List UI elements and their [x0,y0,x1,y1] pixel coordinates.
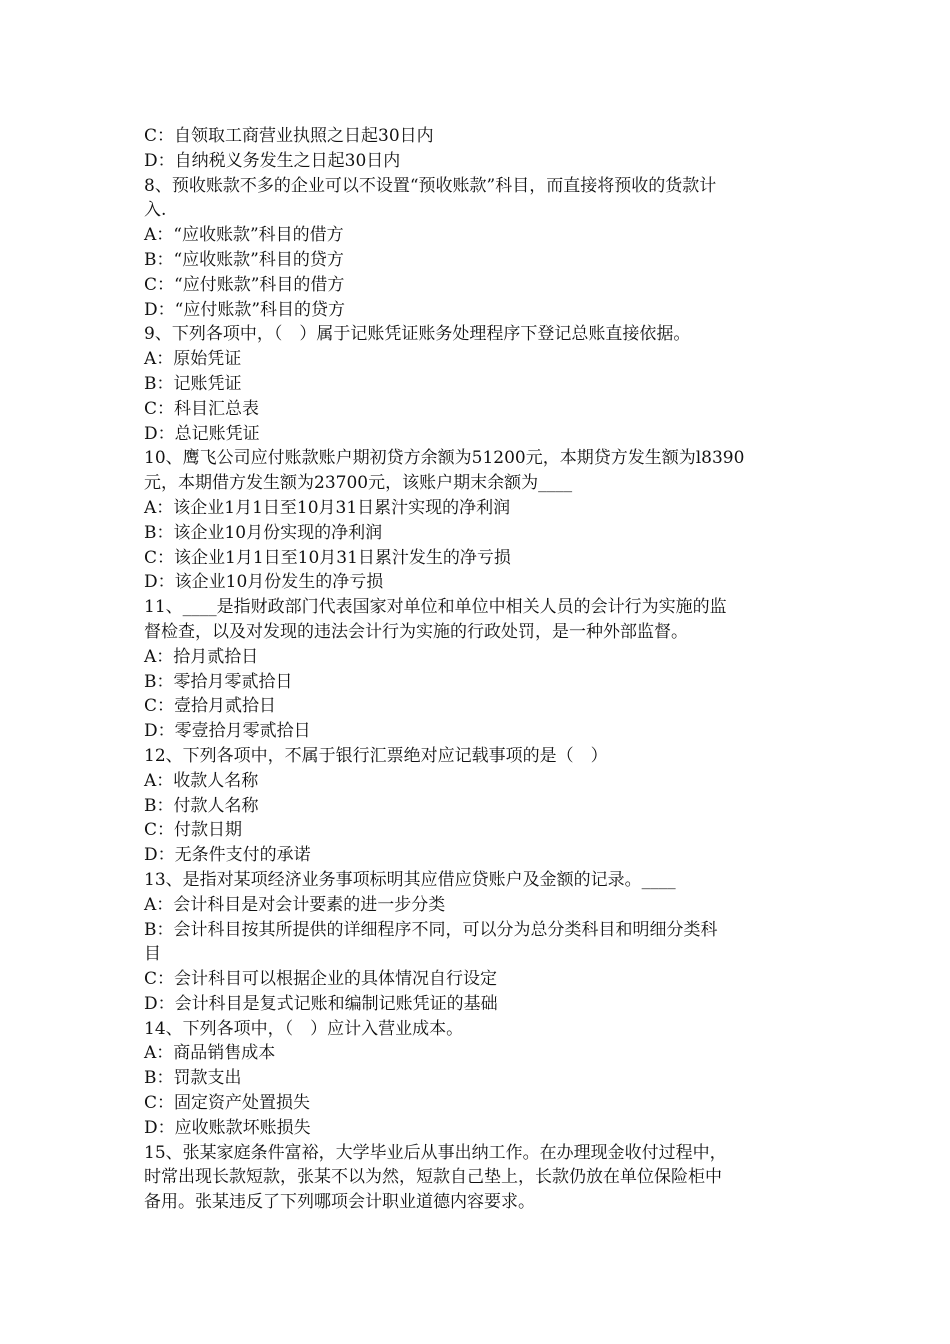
question-15-line-3: 备用。张某违反了下列哪项会计职业道德内容要求。 [144,1192,535,1213]
question-11-line-1: 11、____是指财政部门代表国家对单位和单位中相关人员的会计行为实施的监 [144,597,727,618]
question-11-line-2: 督检查，以及对发现的违法会计行为实施的行政处罚，是一种外部监督。 [144,621,688,642]
option-a-q12: A：收款人名称 [144,770,259,791]
option-a-q14: A：商品销售成本 [144,1043,276,1064]
option-b-q8: B：“应收账款”科目的贷方 [144,249,344,270]
option-d-q8: D：“应付账款”科目的贷方 [144,299,346,320]
document-page [144,124,816,1215]
question-9: 9、下列各项中，（ ）属于记账凭证账务处理程序下登记总账直接依据。 [144,324,691,345]
option-b-q13-line-2: 目 [144,944,161,965]
option-d-q10: D：该企业10月份发生的净亏损 [144,572,384,593]
option-b-q12: B：付款人名称 [144,795,259,816]
option-c-q9: C：科目汇总表 [144,398,260,419]
option-b-q14: B：罚款支出 [144,1068,242,1089]
question-15-line-1: 15、张某家庭条件富裕，大学毕业后从事出纳工作。在办理现金收付过程中， [144,1142,727,1163]
option-d-q7: D：自纳税义务发生之日起30日内 [144,150,401,171]
option-a-q11: A：拾月贰拾日 [144,646,259,667]
option-d-q14: D：应收账款坏账损失 [144,1117,311,1138]
option-a-q10: A：该企业1月1日至10月31日累汁实现的净利润 [144,497,511,518]
option-c-q13: C：会计科目可以根据企业的具体情况自行设定 [144,969,498,990]
option-d-q13: D：会计科目是复式记账和编制记账凭证的基础 [144,993,498,1014]
question-10-line-1: 10、鹰飞公司应付账款账户期初贷方余额为51200元，本期贷方发生额为l8390 [144,448,745,469]
option-c-q14: C：固定资产处置损失 [144,1093,311,1114]
question-13: 13、是指对某项经济业务事项标明其应借应贷账户及金额的记录。____ [144,869,676,890]
option-c-q10: C：该企业1月1日至10月31日累汁发生的净亏损 [144,547,511,568]
question-15-line-2: 时常出现长款短款，张某不以为然，短款自己垫上，长款仍放在单位保险柜中 [144,1167,722,1188]
option-b-q9: B：记账凭证 [144,373,242,394]
option-c-q12: C：付款日期 [144,820,243,841]
option-b-q10: B：该企业10月份实现的净利润 [144,522,383,543]
option-b-q11: B：零拾月零贰拾日 [144,671,293,692]
option-d-q11: D：零壹拾月零贰拾日 [144,721,311,742]
option-c-q11: C：壹拾月贰拾日 [144,696,277,717]
question-8-line-2: 入. [144,200,167,221]
question-14: 14、下列各项中，（ ）应计入营业成本。 [144,1018,464,1039]
option-c-q8: C：“应付账款”科目的借方 [144,274,345,295]
option-a-q13: A：会计科目是对会计要素的进一步分类 [144,894,446,915]
option-d-q9: D：总记账凭证 [144,423,260,444]
option-d-q12: D：无条件支付的承诺 [144,845,311,866]
question-12: 12、下列各项中，不属于银行汇票绝对应记载事项的是（ ） [144,745,608,766]
option-a-q9: A：原始凭证 [144,349,242,370]
question-10-line-2: 元，本期借方发生额为23700元，该账户期末余额为____ [144,473,573,494]
option-b-q13-line-1: B：会计科目按其所提供的详细程序不同，可以分为总分类科目和明细分类科 [144,919,718,940]
option-a-q8: A：“应收账款”科目的借方 [144,225,344,246]
option-c-q7: C：自领取工商营业执照之日起30日内 [144,126,434,146]
question-8-line-1: 8、预收账款不多的企业可以不设置“预收账款”科目，而直接将预收的货款计 [144,175,717,196]
